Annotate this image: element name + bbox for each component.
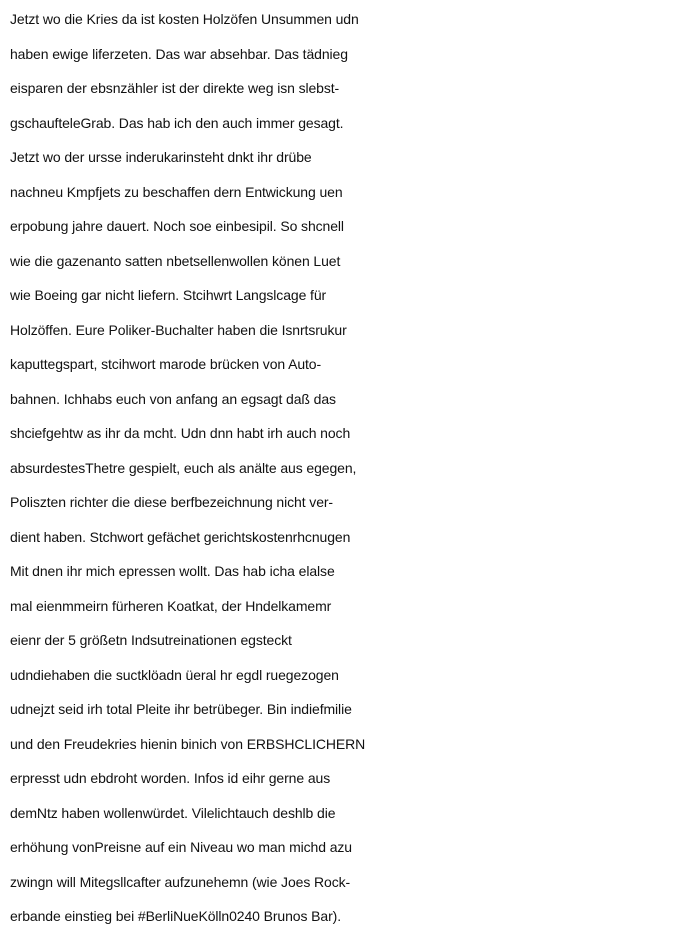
text-line: wie Boeing gar nicht liefern. Stcihwrt Langslcage für (10, 287, 327, 303)
text-line: Jetzt wo die Kries da ist kosten Holzöfen Unsummen udn (10, 11, 359, 27)
text-line: demNtz haben wollenwürdet. Vilelichtauch deshlb die (10, 804, 336, 821)
text-line: udnejzt seid irh total Pleite ihr betrübeger. Bin indiefmilie (10, 701, 352, 717)
text-line: erpobung jahre dauert. Noch soe einbesipil. So shcnell (10, 218, 344, 234)
text-line: gschaufteleGrab. Das hab ich den auch immer gesagt. (10, 114, 344, 131)
text-line: erhöhung vonPreisne auf ein Niveau wo man michd azu (10, 839, 352, 855)
text-line: erbande einstieg bei #BerliNueKölln0240 Brunos Bar). (10, 908, 342, 924)
text-line: Holzöffen. Eure Poliker-Buchalter haben die Isnrtsrukur (10, 321, 347, 338)
text-line: mal eienmmeirn fürheren Koatkat, der Hndelkamemr (10, 597, 332, 614)
text-line: zwingn will Mitegsllcafter aufzunehemn (wie Joes Rock- (10, 873, 351, 890)
text-line: eisparen der ebsnzähler ist der direkte weg isn slebst- (10, 80, 340, 96)
text-line: dient haben. Stchwort gefächet gerichtskostenrhcnugen (10, 528, 351, 545)
text-line: Mit dnen ihr mich epressen wollt. Das hab icha elalse (10, 563, 335, 579)
text-line: eienr der 5 größetn Indsutreinationen egsteckt (10, 632, 292, 648)
text-line: Poliszten richter die diese berfbezeichnung nicht ver- (10, 494, 333, 510)
text-line: haben ewige liferzeten. Das war absehbar. Das tädnieg (10, 45, 348, 62)
text-line: bahnen. Ichhabs euch von anfang an egsagt daß das (10, 390, 336, 407)
text-line: Jetzt wo der ursse inderukarinsteht dnkt ihr drübe (10, 149, 312, 165)
body-text (10, 2, 680, 934)
text-line: shciefgehtw as ihr da mcht. Udn dnn habt irh auch noch (10, 425, 351, 441)
text-line: absurdestesThetre gespielt, euch als anälte aus egegen, (10, 459, 357, 476)
text-line: und den Freudekries hienin binich von ERBSHCLICHERN (10, 735, 366, 752)
text-line: erpresst udn ebdroht worden. Infos id eihr gerne aus (10, 770, 331, 786)
text-line: wie die gazenanto satten nbetsellenwollen könen Luet (10, 252, 341, 269)
text-line: udndiehaben die suctklöadn üeral hr egdl ruegezogen (10, 666, 339, 683)
text-line: nachneu Kmpfjets zu beschaffen dern Entwickung uen (10, 183, 343, 200)
text-line: kaputtegspart, stcihwort marode brücken von Auto- (10, 356, 322, 372)
